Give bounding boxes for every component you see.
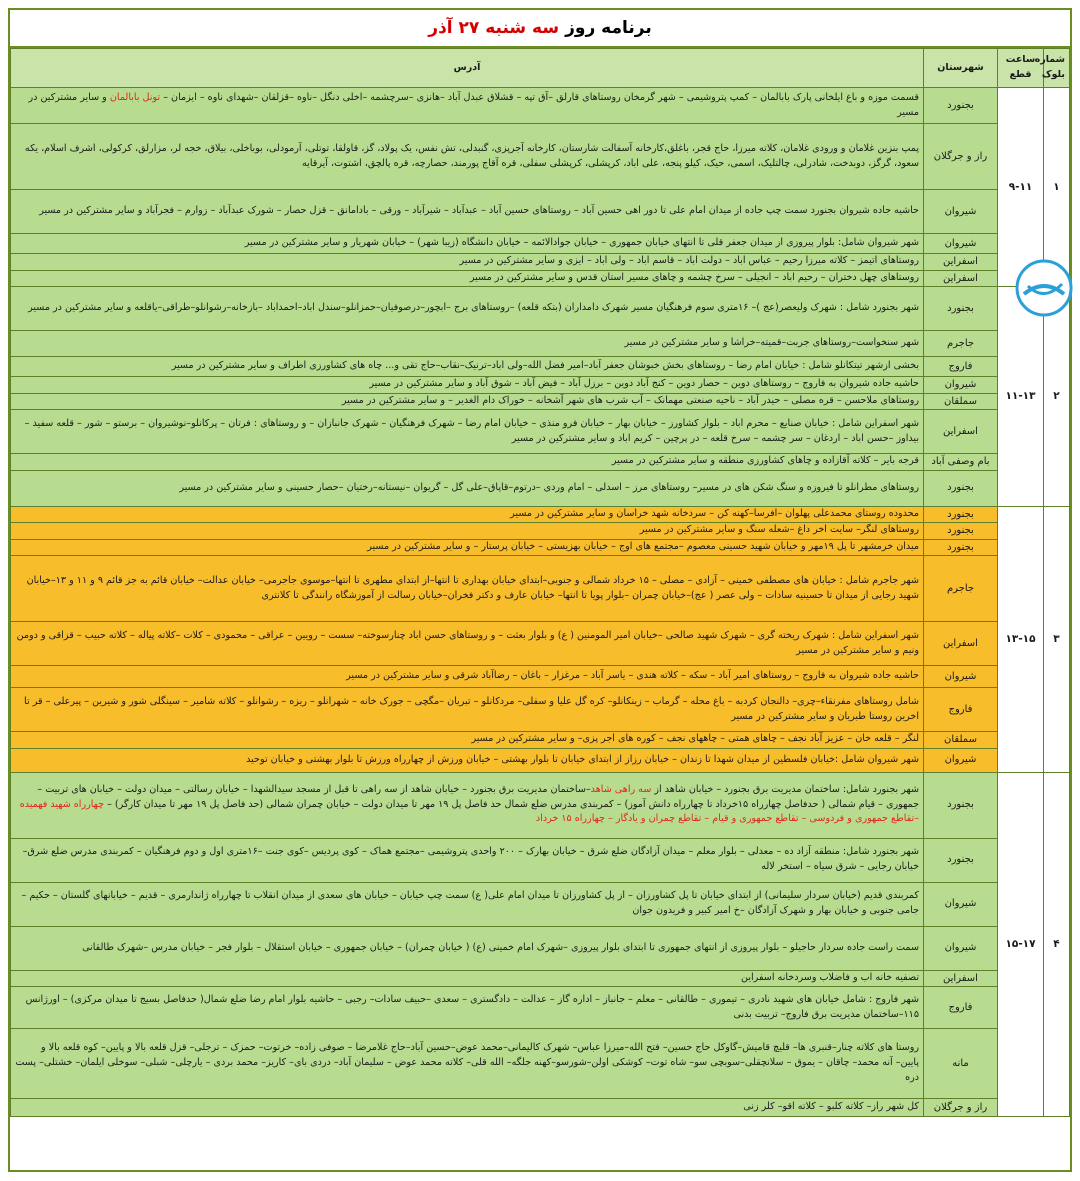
city-cell: بجنورد <box>924 772 998 838</box>
table-row <box>11 987 1070 1029</box>
city-cell: اسفراین <box>924 410 998 454</box>
address-cell <box>11 882 924 926</box>
address-text: شهر شیروان شامل: بلوار پیروزی از میدان جعفر قلی تا انتهای خیابان جمهوری – خیابان جوادالائمه – خیابان دانشگاه (زیبا شهر) – خیابان شهریار و سایر مشترکین در مسیر <box>244 237 919 249</box>
city-cell: فاروج <box>924 357 998 377</box>
city-cell: جاجرم <box>924 556 998 622</box>
table-row <box>11 523 1070 540</box>
address-text: سمت راست جاده سردار حاجیلو – بلوار پیروزی از انتهای جمهوری تا ابتدای بلوار پیروزی –شهرک امام خمینی (ع) ( خیابان چمران) – خیابان جمهوری – خیابان استقلال – بلوار فجر – خیابان مدرس –شهرک طالقانی <box>82 941 919 953</box>
address-text: شهر فاروج : شامل خیابان های شهید نادری – تیموری – طالقانی – معلم – جانباز – اداره گاز – عدالت – دادگستری – سعدی –حبیف سادات– رجبی – حاشیه بلوار امام رضا ضلع شمال( حدفاصل بسیج تا میدان مرکزی) – اورژانس ۱۱۵–ساختمان مدیریت برق فاروج– تربیت بدنی <box>25 993 919 1020</box>
block-number: ۱ <box>1044 88 1070 287</box>
address-cell <box>11 666 924 688</box>
address-cell <box>11 410 924 454</box>
city-cell: بجنورد <box>924 287 998 331</box>
address-cell <box>11 688 924 732</box>
address-cell <box>11 454 924 471</box>
address-text: حاشیه جاده شیروان بجنورد سمت چپ جاده از میدان امام علی تا دور اهی حسین آباد – روستاهای حسین آباد – عبدآباد – شیرآباد – ورقی – بادامانق – قزل حصار – شورک عبدآباد – زوارم – فجرآباد و سایر مشترکین در مسیر <box>39 205 919 217</box>
city-cell: بجنورد <box>924 88 998 124</box>
address-text: روستاهای اتیمز – کلاته میرزا رحیم – عباس اباد – دولت اباد – قاسم اباد – ولی اباد – ایزی و سایر مشترکین در مسیر <box>459 255 919 267</box>
address-text: –ساختمان مدیریت برق بجنورد – خیابان شاهد از سه راهی تا قبل از مسجد سیدالشهدا – خیابان رسالتی – میدان دولت – خیابان های تربیت – جمهوری – قیام شمالی ( حدفاصل چهارراه ۱۵خرداد تا چهارراه دانش آموز) – کمربندی مدرس ضلع شمال حد فاصل پل ۱۹ مهر تا میدان دولت – خیابان چمران شمالی (حد فاصل پل ۱۹ مهر تا میدان کارگر) – <box>37 783 919 810</box>
address-text: شهر سنخواست–روستاهای جربت–قمیته–خراشا و سایر مشترکین در مسیر <box>624 337 919 349</box>
address-cell <box>11 234 924 254</box>
address-text: شهر بجنورد شامل: منطقه آزاد ده – معدلی – بلوار معلم – میدان آزادگان ضلع شرق – خیابان بهارک – ۲۰۰ واحدی پتروشیمی –مجتمع هماک – کوی پردیس –کوی جنت –۱۶متری اول و دوم فرهنگیان – کمربندی مدرس ضلع شرق– خیابان رجایی – شرق سیاه – استخر لاله <box>22 846 919 872</box>
address-text: روستا های کلاته چنار–قنبری ها– قلیچ قامیش–گاوکل حاج حسین– فتح الله–میرزا عباس– شهرک کالیمانی–محمد عوض–حسین آباد–حاج غلامرضا – صوفی زاده– خرتوت– حمزک – ترجلی– قزل قلعه بالا و پایین– کوه قلعه بالا و پایین– آنه محمد– چاقان – یموق – سلانچقلی–سوبچی سو– شاه توت– کوشکی اولن–شورسو–کهنه جلگه– الله قلی– کلاته محمد عوض – سلیمان آباد– دردی بای– کاریز– محمد بردی – یارچلی– شبلی– سوخلی ایلمان– خشتلی– پست دره <box>15 1042 919 1083</box>
city-cell: سملقان <box>924 393 998 410</box>
header-hours: ساعت قطع <box>998 49 1044 88</box>
address-text: روستاهای چهل دختران – رحیم اباد – انجیلی – سرخ چشمه و چاهای مسیر استان قدس و سایر مشترکین در مسیر <box>469 271 919 283</box>
address-cell <box>11 124 924 190</box>
outage-hours: ۱۱-۱۳ <box>998 287 1044 507</box>
city-cell: بام وصفی آباد <box>924 454 998 471</box>
address-cell <box>11 506 924 523</box>
table-row <box>11 410 1070 454</box>
highlighted-text: چهارراه شهید فهمیده –تقاطع جمهوری و فردوسی – تقاطع جمهوری و قیام – تقاطع چمران و یادگار – چهارراه ۱۵ خرداد <box>19 798 919 825</box>
highlighted-text: تونل بابالمان <box>109 91 161 103</box>
city-cell: اسفراین <box>924 970 998 987</box>
city-cell: جاجرم <box>924 331 998 357</box>
address-cell <box>11 539 924 556</box>
address-cell <box>11 470 924 506</box>
address-text: روستاهای لنگر– سایت اخر داغ –شعله سنگ و سایر مشترکین در مسیر <box>639 524 919 536</box>
city-cell: فاروج <box>924 987 998 1029</box>
table-row <box>11 748 1070 772</box>
table-row <box>11 470 1070 506</box>
city-cell: بجنورد <box>924 470 998 506</box>
address-text: میدان خرمشهر تا پل ۱۹مهر و خیابان شهید حسینی معصوم –مجتمع های اوج – خیابان بهزیستی – خیابان پرستار – و سایر مشترکین در مسیر <box>367 540 919 552</box>
table-row <box>11 506 1070 523</box>
address-cell <box>11 1099 924 1117</box>
table-row <box>11 124 1070 190</box>
table-row <box>11 331 1070 357</box>
table-row <box>11 732 1070 749</box>
highlighted-text: سه راهی شاهد <box>590 783 652 795</box>
address-text: شامل روستاهای مفرنقاء–چری– دالنجان کردبه – باغ محله – گرماب – زینکانلو– کره گل علیا و سفلی– مردکانلو – تبریان –مگچی – جورک خانه – شهرانلو – ریزه – رشوانلو – کلاته شامیر – سینگلی شور و شیرین – پیرعلی – قر تا اخرین روستا طبریان و سایر مشترکین در مسیر <box>24 695 919 722</box>
city-cell: اسفراین <box>924 254 998 271</box>
address-text: بخشی ازشهر تیتکانلو شامل : خیابان امام رضا – روستاهای بخش خبوشان جعفر آباد–امیر فضل الله–ولی اباد–ترنیک–نقاب–حاج تقی و... چاه های کشاورزی اطراف و سایر مشترکین در مسیر <box>171 360 919 372</box>
city-cell: شیروان <box>924 748 998 772</box>
address-text: شهر بجنورد شامل: ساختمان مدیریت برق بجنورد – خیابان شاهد از <box>651 783 919 795</box>
news-agency-logo <box>1014 258 1074 318</box>
address-cell <box>11 270 924 287</box>
address-cell <box>11 331 924 357</box>
address-text: حاشیه جاده شیروان به فاروج – روستاهای امیر آباد – سکه – کلاته هندی – یاسر آباد – مرغزار – باغان – رضاآباد شرقی و سایر مشترکین در مسیر <box>346 670 919 682</box>
header-address: آدرس <box>11 49 924 88</box>
city-cell: شیروان <box>924 190 998 234</box>
city-cell: سملقان <box>924 732 998 749</box>
table-row <box>11 454 1070 471</box>
address-cell <box>11 287 924 331</box>
table-row <box>11 772 1070 838</box>
address-cell <box>11 88 924 124</box>
table-row <box>11 666 1070 688</box>
city-cell: اسفراین <box>924 270 998 287</box>
outage-hours: ۹-۱۱ <box>998 88 1044 287</box>
title-prefix: برنامه روز <box>565 18 652 38</box>
schedule-frame <box>8 8 1072 1172</box>
address-text: شهر شیروان شامل :خیابان فلسطین از میدان شهدا تا زندان – خیابان رزاز از ابتدای خیابان تا بلوار بهشتی – خیابان ورزش از چهارراه ورزش تا بلوار بهشتی و خیابان توحید <box>246 753 919 765</box>
table-row <box>11 838 1070 882</box>
table-row <box>11 270 1070 287</box>
address-text: قسمت موزه و باغ ایلخانی پارک بابالمان – کمپ پتروشیمی – شهر گرمخان روستاهای قارلق –آق تپه – قشلاق عبدل آباد –هانزی –سرچشمه –اخلی دنگل –ناوه –قزلقان –شهدای ناوه – ایزمان – <box>163 91 919 103</box>
address-cell <box>11 987 924 1029</box>
table-row <box>11 254 1070 271</box>
address-text: پمپ بنزین غلامان و ورودی غلامان، کلاته میرزا، حاج قجر، باغلق،کارخانه آسفالت شارستان، کارخانه آجرپزی، گنبدلی، تش نفس، یک پولاد، گز، قاولقا، توتلی، آرمودلی، بوباخلی، بیلاق، خجه لر، مزارلق، کرکولی، اشرف اسلام، یکه سعود، گرگز، دوبدخت، شادرلی، چالتلیک، اسمی، حیک، کیلو پنجه، علی اباد، کرپشلی، کرپشلی سفلی، قره آقاج پورمند، حصارچه، قره پالچق، اشتوت، آیرقایه <box>24 142 919 169</box>
address-cell <box>11 838 924 882</box>
city-cell: اسفراین <box>924 622 998 666</box>
city-cell: بجنورد <box>924 523 998 540</box>
city-cell: شیروان <box>924 377 998 394</box>
address-cell <box>11 732 924 749</box>
address-cell <box>11 190 924 234</box>
address-cell <box>11 393 924 410</box>
outage-table <box>10 48 1070 1117</box>
title-date: سه شنبه ۲۷ آذر <box>428 18 560 38</box>
table-row <box>11 882 1070 926</box>
address-text: حاشیه جاده شیروان به فاروج – روستاهای دوین – حصار دوین – کنج آباد دوین – برزل آباد – فیض آباد – شوق آباد و سایر مشترکین در مسیر <box>369 378 919 390</box>
table-row <box>11 234 1070 254</box>
city-cell: مانه <box>924 1029 998 1099</box>
address-text: و سایر مشترکین در مسیر <box>28 91 919 118</box>
city-cell: بجنورد <box>924 506 998 523</box>
address-cell <box>11 523 924 540</box>
city-cell: بجنورد <box>924 838 998 882</box>
block-number: ۳ <box>1044 506 1070 772</box>
address-text: شهر اسفراین شامل : شهرک ریخته گری – شهرک شهید صالحی –خیابان امیر المومنین ( ع) و بلوار بعثت – و روستاهای حسن اباد چنارسوخته– سست – رویین – عراقی – محمودی – کلات –کلاته پیاله – کلاته حبیب – قزاقی و دومن ونیم و سایر مشترکین در مسیر <box>16 629 919 656</box>
city-cell: شیروان <box>924 234 998 254</box>
table-header-row <box>11 49 1070 88</box>
outage-hours: ۱۵-۱۷ <box>998 772 1044 1117</box>
block-number: ۲ <box>1044 287 1070 507</box>
table-row <box>11 190 1070 234</box>
address-text: کل شهر راز– کلاته کلبو – کلاته اقو– کلر زنی <box>743 1101 919 1113</box>
table-row <box>11 393 1070 410</box>
header-block: شماره بلوک <box>1044 49 1070 88</box>
header-city: شهرستان <box>924 49 998 88</box>
address-cell <box>11 772 924 838</box>
table-body <box>11 88 1070 1117</box>
page-title <box>10 10 1070 48</box>
table-row <box>11 970 1070 987</box>
city-cell: بجنورد <box>924 539 998 556</box>
address-cell <box>11 1029 924 1099</box>
table-row <box>11 377 1070 394</box>
city-cell: شیروان <box>924 926 998 970</box>
address-cell <box>11 254 924 271</box>
city-cell: راز و جرگلان <box>924 124 998 190</box>
table-row <box>11 357 1070 377</box>
address-text: شهر جاجرم شامل : خیابان های مصطفی خمینی – آزادی – مصلی – ۱۵ خرداد شمالی و جنوبی–ابتدای خیابان بهداری تا انتها–از ابتدای مطهری تا انتها–موسوی جاجرمی– خیابان عدالت– خیابان قائم به جز قائم ۹ و ۱۱ و ۱۳–خیابان شهید رجایی از میدان تا حسینیه سادات – ولی عصر ( عج)–خیابان چمران –بلوار پویا تا انتها– خیابان عارف و دکتر فخران–خیابان رسالت از آموزشگاه رانندگی تا کلانتری <box>26 574 919 601</box>
outage-hours: ۱۳-۱۵ <box>998 506 1044 772</box>
address-cell <box>11 622 924 666</box>
table-row <box>11 556 1070 622</box>
table-row <box>11 688 1070 732</box>
city-cell: شیروان <box>924 882 998 926</box>
address-cell <box>11 556 924 622</box>
address-text: کمربندی قدیم (خیابان سردار سلیمانی) از ابتدای خیابان تا پل کشاورزان – از پل کشاورزان تا میدان امام علی( ع) سمت چپ خیابان – خیابان های سعدی از میدان انقلاب تا چهارراه ژاندارمری – قدیم – خیابانهای گلستان – حکیم – جامی جنوبی و خیابان بهار و شهرک آزادگان –خ امیر کبیر و فریدون جوان <box>21 890 919 916</box>
table-row <box>11 88 1070 124</box>
address-text: روستاهای مطرانلو تا فیروزه و سنگ شکن های در مسیر– روستاهای مرز – اسدلی – امام وردی –درتوم–قاپاق–علی گل – گریوان –نیستانه–رختیان –حصار حسینی و سایر مشترکین در مسیر <box>179 481 919 493</box>
block-number: ۴ <box>1044 772 1070 1117</box>
city-cell: فاروج <box>924 688 998 732</box>
address-cell <box>11 970 924 987</box>
table-row <box>11 1099 1070 1117</box>
table-row <box>11 1029 1070 1099</box>
address-text: قرجه بایر – کلاته آقازاده و چاهای کشاورزی منطقه و سایر مشترکین در مسیر <box>611 455 919 467</box>
address-text: شهر بجنورد شامل : شهرک ولیعصر(عج )– ۱۶متری سوم فرهنگیان مسیر شهرک دامداران (بتکه قلعه) –روستاهای برج –ابچور–درصوفیان–حمزانلو–سندل اباد–احمداباد –بازخانه–رشوانلو–طراقی–یاقلعه و سایر مشترکین در مسیر <box>28 302 919 314</box>
table-row <box>11 539 1070 556</box>
table-row <box>11 622 1070 666</box>
table-row <box>11 926 1070 970</box>
address-text: شهر اسفراین شامل : خیابان صنایع – محرم اباد – بلوار کشاورز – خیابان بهار – خیابان فرو منذی – خیابان امام رضا – شهرک فرهنگیان – شهرک جانبازان – و روستاهای : فرتان – پرکانلو–نوشیروان – برستو – شور – قلعه سفید – بیداوز –حسن اباد – اردغان – سر چشمه – سرخ قلعه – در پرچین – کریم اباد و سایر مشترکین در مسیر <box>24 417 919 444</box>
address-cell <box>11 357 924 377</box>
address-text: تصفیه خانه اب و فاضلاب وسردخانه اسفراین <box>741 971 919 983</box>
city-cell: شیروان <box>924 666 998 688</box>
address-cell <box>11 748 924 772</box>
table-row <box>11 287 1070 331</box>
address-cell <box>11 926 924 970</box>
address-text: محدوده روستای محمدعلی پهلوان –افرسا–کهنه کن – سردخانه شهد خراسان و سایر مشترکین در مسیر <box>510 507 919 519</box>
address-cell <box>11 377 924 394</box>
address-text: لنگر – قلعه خان – عزیز آباد نجف – چاهای همتی – چاههای نجف – کوره های اجر پزی– و سایر مشترکین در مسیر <box>471 733 919 745</box>
address-text: روستاهای ملاحسن – قره مصلی – حیدر آباد – ناحیه صنعتی مهمانک – آب شرب های شهر آشخانه – خوراک دام الغدیر – و سایر مشترکین در مسیر <box>341 394 919 406</box>
city-cell: راز و جرگلان <box>924 1099 998 1117</box>
